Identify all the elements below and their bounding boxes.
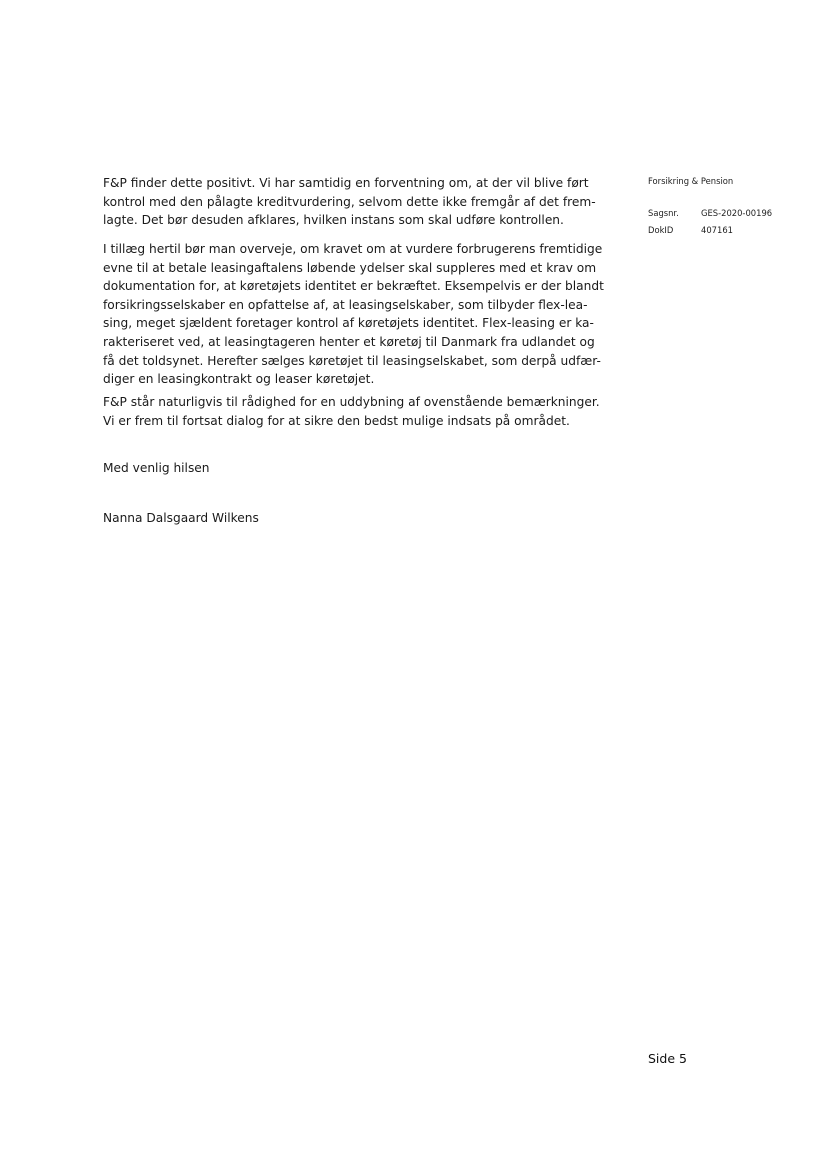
sidebar-organization: Forsikring & Pension	[648, 176, 734, 186]
letter-signature: Nanna Dalsgaard Wilkens	[103, 511, 259, 525]
letter-paragraph-1: F&P finder dette positivt. Vi har samtidig en forventning om, at der vil blive ført kontrol med den pålagte kreditvurdering, selvom dette ikke fremgår af det frem- lagte. Det bør desuden afklares, hvilken instans som skal udføre kontrollen.	[103, 176, 596, 228]
letter-paragraph-2: I tillæg hertil bør man overveje, om kravet om at vurdere forbrugerens fremtidige evne til at betale leasingaftalens løbende ydelser skal suppleres med et krav om dokumentation for, at køretøjets identitet er bekræftet. Eksempelvis er der blandt forsikringsselskaber en opfattelse af, at leasingselskaber, som tilbyder flex-lea- sing, meget sjældent foretager kontrol af køretøjets identitet. Flex-leasing er ka- rakteriseret ved, at leasingtageren henter et køretøj til Danmark fra udlandet og få det toldsynet. Herefter sælges køretøjet til leasingselskabet, som derpå udfær- diger en leasingkontrakt og leaser køretøjet.	[103, 242, 604, 387]
doc-id-value: 407161	[701, 225, 733, 235]
page-number: Side 5	[648, 1051, 687, 1066]
case-number-value: GES-2020-00196	[701, 208, 773, 218]
case-number-label: Sagsnr.	[648, 208, 679, 218]
letter-paragraph-3: F&P står naturligvis til rådighed for en uddybning af ovenstående bemærkninger. Vi er frem til fortsat dialog for at sikre den bedst mulige indsats på området.	[103, 395, 600, 428]
letter-closing: Med venlig hilsen	[103, 461, 210, 475]
doc-id-label: DokID	[648, 225, 674, 235]
